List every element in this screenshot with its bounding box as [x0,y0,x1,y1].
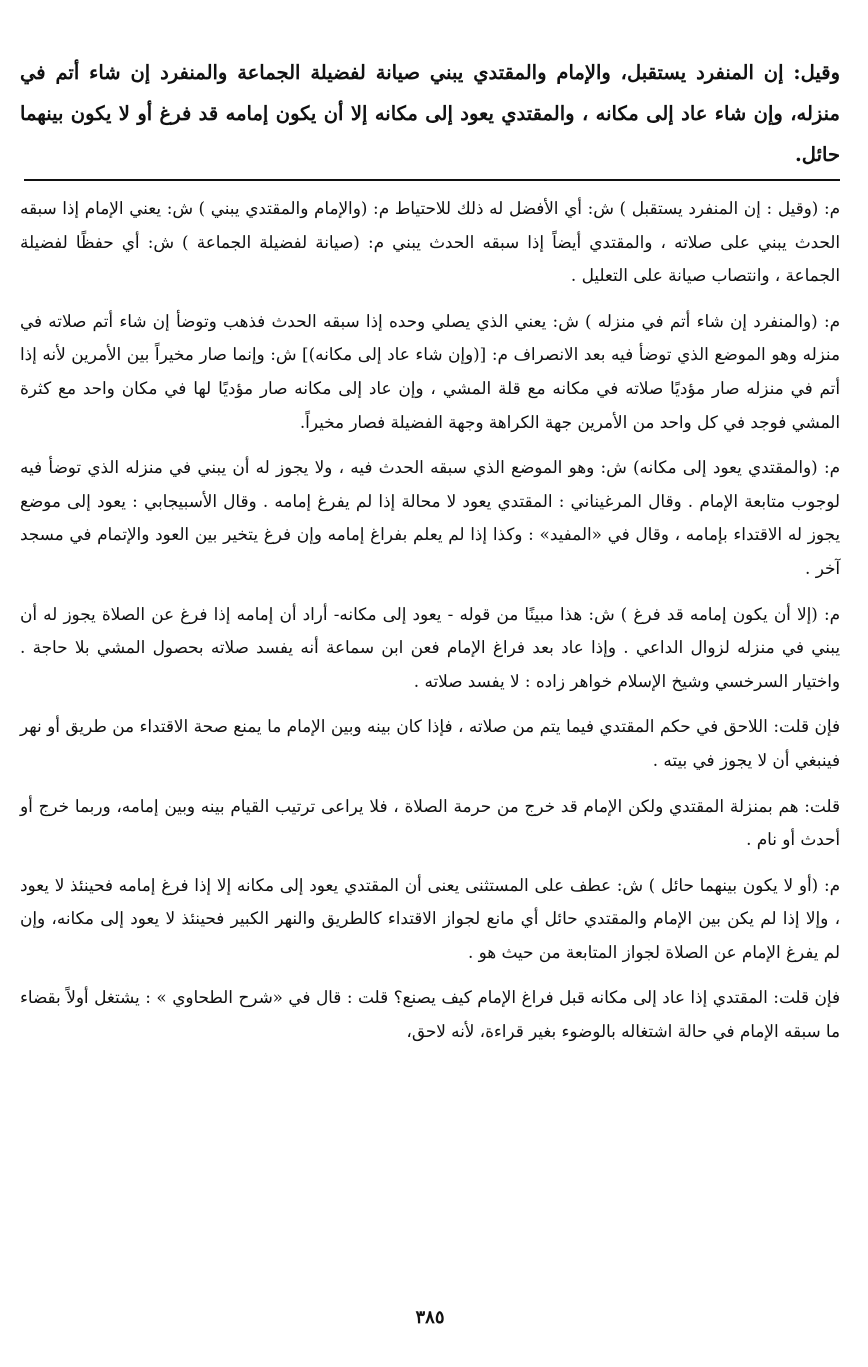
commentary-paragraph: م: (إلا أن يكون إمامه قد فرغ ) ش: هذا مبينًا من قوله - يعود إلى مكانه- أراد أن إمامه إذا فرغ عن الصلاة يجوز له أن يبني في منزله لزوال الداعي . وإذا عاد بعد فراغ الإمام فعن ابن سماعة أنه يفسد صلاته بحصول المشي بلا حاجة . واختيار السرخسي وشيخ الإسلام خواهر زاده : لا يفسد صلاته . [20,603,840,691]
commentary-paragraph: م: (والمقتدي يعود إلى مكانه) ش: وهو الموضع الذي سبقه الحدث فيه ، ولا يجوز له أن يبني في منزله الذي توضأ فيه لوجوب متابعة الإمام . وقال المرغيناني : المقتدي يعود لا محالة إذا لم يفرغ إمامه . وقال الأسبيجابي : يعود إلى موضع يجوز له الاقتداء بإمامه ، وقال في «المفيد» : وكذا إذا لم يعلم بفراغ إمامه وإن فرغ يتخير بين العود والإتمام في مسجد آخر . [20,457,840,578]
page-number: ٣٨٥ [415,1307,445,1328]
commentary-paragraph: م: (وقيل : إن المنفرد يستقبل ) ش: أي الأفضل له ذلك للاحتياط م: (والإمام والمقتدي يبني ) ش: يعني الإمام إذا سبقه الحدث يبني على صلاته ، والمقتدي أيضاً إذا سبقه الحدث يبني م: (صيانة لفضيلة الجماعة ) ش: أي حفظًا لفضيلة الجماعة ، وانتصاب صيانة على التعليل . [20,198,840,286]
matn-paragraph: وقيل: إن المنفرد يستقبل، والإمام والمقتدي يبني صيانة لفضيلة الجماعة والمنفرد إن شاء أتم في منزله، وإن شاء عاد إلى مكانه ، والمقتدي يعود إلى مكانه إلا أن يكون إمامه قد فرغ أو لا يكون بينهما حائل. [20,61,840,166]
commentary-paragraph: فإن قلت: المقتدي إذا عاد إلى مكانه قبل فراغ الإمام كيف يصنع؟ قلت : قال في «شرح الطحاوي » : يشتغل أولاً بقضاء ما سبقه الإمام في حالة اشتغاله بالوضوء بغير قراءة، لأنه لاحق، [20,987,840,1042]
commentary-paragraph: م: (والمنفرد إن شاء أتم في منزله ) ش: يعني الذي يصلي وحده إذا سبقه الحدث فذهب وتوضأ إن شاء أتم صلاته في منزله وهو الموضع الذي توضأ فيه بعد الانصراف م: [(وإن شاء عاد إلى مكانه)] ش: وإنما صار مخيراً بين الأمرين لأنه إذا أتم في منزله صار مؤديًا صلاته في مكانه مع قلة المشي ، وإن عاد إلى مكانه صار مؤديًا لها في مكان واحد مع كثرة المشي فوجد في كل واحد من الأمرين جهة الكراهة وجهة الفضيلة فصار مخيراً. [20,310,840,432]
matn-text-block [20,52,840,175]
book-page [20,0,840,1367]
separator-line [24,179,840,181]
commentary-paragraph: قلت: هم بمنزلة المقتدي ولكن الإمام قد خرج من حرمة الصلاة ، فلا يراعى ترتيب القيام بينه وبين إمامه، وربما خرج أو أحدث أو نام . [20,795,840,850]
commentary-paragraph: م: (أو لا يكون بينهما حائل ) ش: عطف على المستثنى يعنى أن المقتدي يعود إلى مكانه إلا إذا فرغ إمامه فحينئذ لا يعود ، وإلا إذا لم يكن بين الإمام والمقتدي حائل أي مانع لجواز الاقتداء كالطريق والنهر الكبير فحينئذ لا يعود إلى مكانه، وإن لم يفرغ الإمام عن الصلاة لجواز المتابعة من حيث هو . [20,874,840,962]
commentary-paragraph: فإن قلت: اللاحق في حكم المقتدي فيما يتم من صلاته ، فإذا كان بينه وبين الإمام ما يمنع صحة الاقتداء من طريق أو نهر فينبغي أن لا يجوز في بيته . [20,716,840,770]
sharh-commentary [20,192,840,1061]
